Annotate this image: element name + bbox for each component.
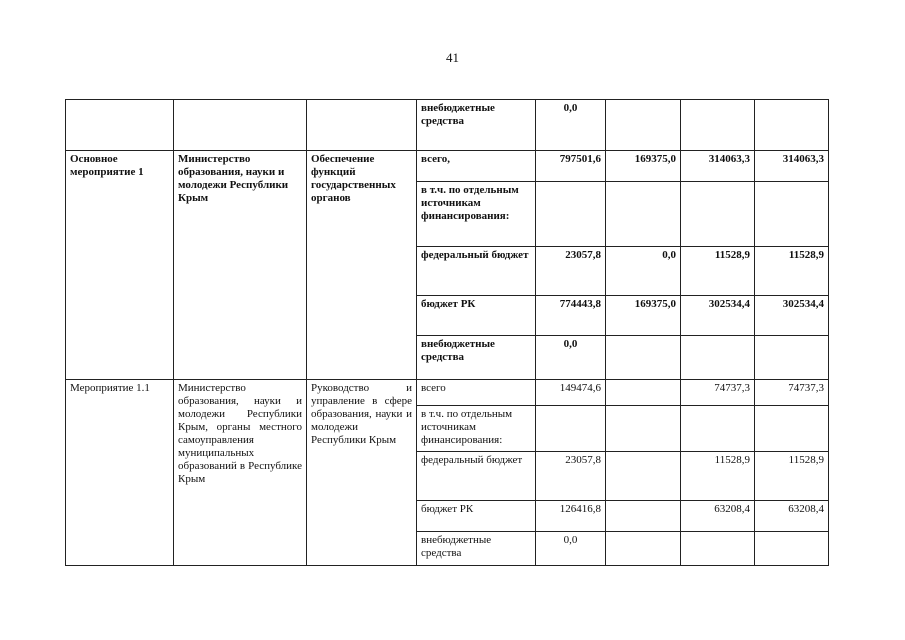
event-cell: Мероприятие 1.1 [66,380,174,566]
source-cell: всего, [417,151,536,182]
goal-cell: Обеспечение функций государственных органов [307,151,417,380]
year3-cell: 74737,3 [755,380,829,406]
year2-cell: 11528,9 [681,452,755,501]
source-cell: федеральный бюджет [417,452,536,501]
year3-cell [755,182,829,247]
executor-cell: Министерство образования, науки и молодежи Республики Крым, органы местного самоуправления муниципальных образований в Республике Крым [174,380,307,566]
year2-cell: 74737,3 [681,380,755,406]
table-row [66,100,829,151]
year1-cell: 0,0 [606,247,681,296]
year2-cell [681,406,755,452]
total-cell: 0,0 [536,532,606,566]
source-cell: внебюджетные средства [417,532,536,566]
budget-table [65,99,829,566]
source-cell: внебюджетные средства [417,100,536,151]
year2-cell: 63208,4 [681,501,755,532]
year2-cell [681,182,755,247]
source-cell: бюджет РК [417,296,536,336]
year3-cell [755,100,829,151]
year1-cell [606,336,681,380]
goal-cell [307,100,417,151]
year1-cell: 169375,0 [606,151,681,182]
table-row [66,380,829,406]
source-cell: федеральный бюджет [417,247,536,296]
year1-cell [606,182,681,247]
event-cell [66,100,174,151]
total-cell: 23057,8 [536,247,606,296]
year1-cell: 169375,0 [606,296,681,336]
table-row [66,151,829,182]
year3-cell: 11528,9 [755,247,829,296]
year3-cell [755,336,829,380]
total-cell: 774443,8 [536,296,606,336]
source-cell: внебюджетные средства [417,336,536,380]
source-cell: всего [417,380,536,406]
total-cell: 126416,8 [536,501,606,532]
year3-cell: 314063,3 [755,151,829,182]
year2-cell: 11528,9 [681,247,755,296]
total-cell: 149474,6 [536,380,606,406]
goal-cell: Руководство и управление в сфере образования, науки и молодежи Республики Крым [307,380,417,566]
total-cell: 0,0 [536,100,606,151]
year3-cell: 63208,4 [755,501,829,532]
year3-cell: 302534,4 [755,296,829,336]
source-cell: бюджет РК [417,501,536,532]
executor-cell: Министерство образования, науки и молодежи Республики Крым [174,151,307,380]
total-cell: 23057,8 [536,452,606,501]
year1-cell [606,100,681,151]
total-cell [536,406,606,452]
source-cell: в т.ч. по отдельным источникам финансирования: [417,406,536,452]
year1-cell [606,380,681,406]
total-cell: 797501,6 [536,151,606,182]
total-cell: 0,0 [536,336,606,380]
year3-cell: 11528,9 [755,452,829,501]
year3-cell [755,532,829,566]
page-number: 41 [446,50,459,65]
year2-cell [681,532,755,566]
event-cell: Основное мероприятие 1 [66,151,174,380]
year2-cell [681,100,755,151]
year2-cell [681,336,755,380]
executor-cell [174,100,307,151]
year2-cell: 302534,4 [681,296,755,336]
total-cell [536,182,606,247]
source-cell: в т.ч. по отдельным источникам финансирования: [417,182,536,247]
year1-cell [606,532,681,566]
year1-cell [606,406,681,452]
year3-cell [755,406,829,452]
year1-cell [606,501,681,532]
year1-cell [606,452,681,501]
year2-cell: 314063,3 [681,151,755,182]
